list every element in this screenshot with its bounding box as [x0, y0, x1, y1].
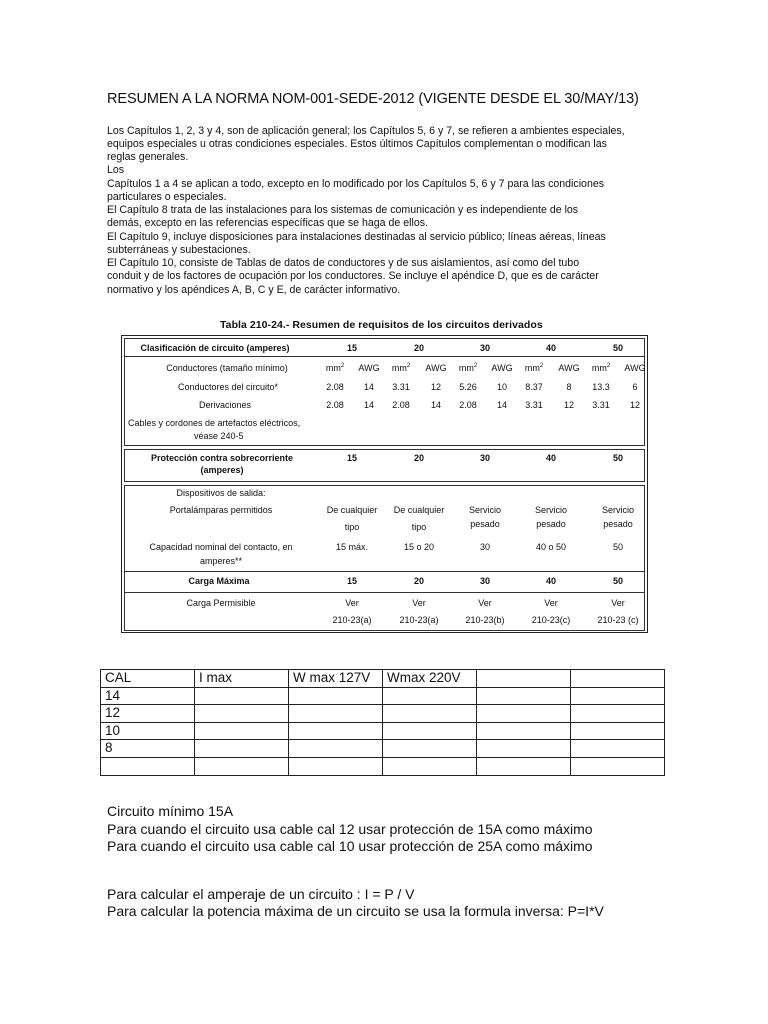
document-title: RESUMEN A LA NORMA NOM-001-SEDE-2012 (VIGENTE DESDE EL 30/MAY/13) — [107, 91, 639, 107]
cords-label: Cables y cordones de artefactos eléctricos, — [128, 418, 301, 428]
table-cell: Servicio — [534, 505, 568, 515]
table-cell: 12 — [430, 382, 442, 392]
empty-cell — [383, 740, 477, 758]
table-cell: 30 — [479, 542, 491, 552]
table-cell: 30 — [479, 453, 491, 463]
unit-mm — [592, 363, 610, 373]
table-cell: 40 o 50 — [535, 542, 567, 552]
unit-mm — [392, 363, 410, 373]
unit-mm-text: mm — [591, 363, 607, 373]
unit-mm-text: mm — [524, 363, 540, 373]
unit-mm-text: mm — [458, 363, 474, 373]
unit-sup: 2 — [539, 363, 544, 369]
header-cell: W max 127V — [289, 670, 383, 688]
rating-cell: 40 — [545, 343, 557, 353]
table-cell: 20 — [413, 576, 425, 586]
empty-cell — [477, 687, 571, 705]
unit-mm-text: mm — [391, 363, 407, 373]
intro-line: Capítulos 1 a 4 se aplican a todo, excepto en lo modificado por los Capítulos 5, 6 y 7 para las condiciones — [107, 178, 605, 190]
unit-awg: AWG — [358, 363, 380, 373]
empty-cell — [195, 722, 289, 740]
table-cell: Ver — [611, 598, 625, 608]
taps-label: Derivaciones — [198, 400, 252, 410]
unit-mm — [459, 363, 477, 373]
intro-line: normativo y los apéndices A, B, C y E, de carácter informativo. — [107, 284, 401, 296]
table-cell: 6 — [632, 382, 638, 392]
unit-mm — [525, 363, 543, 373]
unit-awg: AWG — [624, 363, 646, 373]
intro-line: equipos especiales u otras condiciones especiales. Estos últimos Capítulos complementan o modifican las — [107, 138, 607, 150]
table-row — [101, 757, 665, 775]
unit-mm — [326, 363, 344, 373]
permissible-load-label: Carga Permisible — [186, 598, 256, 608]
caliber-cell: 14 — [101, 687, 195, 705]
caliber-cell — [101, 757, 195, 775]
table-cell: 3.31 — [525, 400, 543, 410]
empty-cell — [571, 687, 665, 705]
table-row — [101, 670, 665, 688]
table-cell: 15 máx. — [335, 542, 369, 552]
empty-cell — [383, 722, 477, 740]
table-cell: 50 — [612, 453, 624, 463]
table-cell: 15 — [346, 576, 358, 586]
caliber-cell: 10 — [101, 722, 195, 740]
table-cell: 15 o 20 — [403, 542, 435, 552]
empty-cell — [571, 740, 665, 758]
classification-label: Clasificación de circuito (amperes) — [140, 343, 290, 353]
outlets-label: Dispositivos de salida: — [176, 488, 266, 498]
intro-line: El Capítulo 8 trata de las instalaciones para los sistemas de comunicación y es independiente de los — [107, 204, 579, 216]
table-cell: pesado — [470, 519, 500, 529]
unit-sup: 2 — [406, 363, 411, 369]
empty-cell — [571, 757, 665, 775]
empty-cell — [195, 687, 289, 705]
rating-cell: 20 — [413, 343, 425, 353]
table-cell: 210-23(b) — [465, 615, 505, 625]
table-cell: 50 — [612, 576, 624, 586]
table-cell: 210-23(a) — [399, 615, 439, 625]
table-cell: Servicio — [468, 505, 502, 515]
intro-line: subterráneas y subestaciones. — [107, 244, 251, 256]
table-cell: Ver — [544, 598, 558, 608]
empty-cell — [383, 687, 477, 705]
unit-awg: AWG — [425, 363, 447, 373]
table-divider — [124, 571, 645, 572]
empty-cell — [571, 705, 665, 723]
header-cell — [477, 670, 571, 688]
rating-cell: 15 — [346, 343, 358, 353]
intro-line: Los Capítulos 1, 2, 3 y 4, son de aplicación general; los Capítulos 5, 6 y 7, se refieren a ambientes especiales, — [107, 125, 625, 137]
table-cell: 40 — [545, 453, 557, 463]
table-cell: 15 — [346, 453, 358, 463]
table-cell: 3.31 — [392, 382, 410, 392]
intro-line: El Capítulo 9, incluye disposiciones para instalaciones destinadas al servicio público; líneas aéreas, líneas — [107, 231, 606, 243]
note-line: Para cuando el circuito usa cable cal 10 usar protección de 25A como máximo — [107, 838, 593, 854]
empty-cell — [195, 757, 289, 775]
table-divider — [124, 592, 645, 593]
lampholders-label: Portalámparas permitidos — [169, 505, 273, 515]
empty-cell — [477, 705, 571, 723]
table-cell: 3.31 — [592, 400, 610, 410]
table-cell: 2.08 — [326, 382, 344, 392]
header-cell: CAL — [101, 670, 195, 688]
table-cell: 210-23(c) — [531, 615, 571, 625]
empty-cell — [289, 722, 383, 740]
table-cell: 14 — [363, 400, 375, 410]
table-cell: 210-23(a) — [332, 615, 372, 625]
table-cell: De cualquier — [393, 505, 445, 515]
conductors-label: Conductores (tamaño mínimo) — [166, 363, 288, 373]
receptacle-label: Capacidad nominal del contacto, en — [149, 542, 293, 552]
intro-line: particulares o especiales. — [107, 191, 227, 203]
table-cell: 14 — [430, 400, 442, 410]
caliber-cell: 8 — [101, 740, 195, 758]
receptacle-label: amperes** — [199, 556, 243, 566]
table-cell: 14 — [363, 382, 375, 392]
table-cell: 210-23 (c) — [597, 615, 639, 625]
table-cell: 5.26 — [459, 382, 477, 392]
header-cell: I max — [195, 670, 289, 688]
table-cell: 20 — [413, 453, 425, 463]
table-cell: Servicio — [601, 505, 635, 515]
unit-sup: 2 — [606, 363, 611, 369]
empty-cell — [289, 705, 383, 723]
table-cell: pesado — [603, 519, 633, 529]
table-row — [101, 722, 665, 740]
caliber-table — [100, 669, 665, 776]
empty-cell — [383, 705, 477, 723]
table-cell: De cualquier — [326, 505, 378, 515]
table-title: Tabla 210-24.- Resumen de requisitos de los circuitos derivados — [220, 319, 543, 331]
formula-line: Para calcular el amperaje de un circuito : I = P / V — [107, 886, 415, 902]
table-cell: 2.08 — [392, 400, 410, 410]
table-cell: 8.37 — [525, 382, 543, 392]
empty-cell — [195, 705, 289, 723]
empty-cell — [289, 687, 383, 705]
table-cell: Ver — [412, 598, 426, 608]
table-cell: Ver — [345, 598, 359, 608]
table-cell: 12 — [563, 400, 575, 410]
empty-cell — [477, 757, 571, 775]
table-cell: tipo — [344, 522, 360, 532]
unit-mm-text: mm — [325, 363, 341, 373]
unit-awg: AWG — [558, 363, 580, 373]
intro-line: El Capítulo 10, consiste de Tablas de datos de conductores y de sus aislamientos, así como del tubo — [107, 257, 580, 269]
table-row — [101, 705, 665, 723]
empty-cell — [289, 757, 383, 775]
note-line: Para cuando el circuito usa cable cal 12 usar protección de 15A como máximo — [107, 821, 593, 837]
table-section-conductors — [124, 338, 645, 446]
table-cell: 13.3 — [592, 382, 610, 392]
intro-line: Los — [107, 164, 125, 176]
protection-label: (amperes) — [200, 465, 244, 475]
table-cell: Ver — [478, 598, 492, 608]
table-cell: 40 — [545, 576, 557, 586]
empty-cell — [383, 757, 477, 775]
table-cell: 2.08 — [459, 400, 477, 410]
table-cell: 10 — [496, 382, 508, 392]
empty-cell — [477, 722, 571, 740]
rating-cell: 30 — [479, 343, 491, 353]
table-row — [101, 740, 665, 758]
empty-cell — [477, 740, 571, 758]
cords-label: véase 240-5 — [194, 431, 244, 441]
unit-sup: 2 — [340, 363, 345, 369]
header-cell: Wmax 220V — [383, 670, 477, 688]
intro-line: demás, excepto en las referencias específicas que se haga de ellos. — [107, 217, 428, 229]
max-load-label: Carga Máxima — [188, 576, 250, 586]
table-cell: 2.08 — [326, 400, 344, 410]
table-cell: 8 — [566, 382, 572, 392]
table-divider — [124, 356, 645, 357]
caliber-cell: 12 — [101, 705, 195, 723]
table-cell: pesado — [536, 519, 566, 529]
header-cell — [571, 670, 665, 688]
table-cell: tipo — [411, 522, 427, 532]
intro-line: reglas generales. — [107, 151, 189, 163]
unit-awg: AWG — [491, 363, 513, 373]
rating-cell: 50 — [612, 343, 624, 353]
table-cell: 50 — [612, 542, 624, 552]
formula-line: Para calcular la potencia máxima de un circuito se usa la formula inversa: P=I*V — [107, 903, 604, 919]
protection-label: Protección contra sobrecorriente — [150, 453, 294, 463]
intro-line: conduit y de los factores de ocupación por los conductores. Se incluye el apéndice D, que es de carácter — [107, 270, 599, 282]
table-row — [101, 687, 665, 705]
note-line: Circuito mínimo 15A — [107, 803, 234, 819]
empty-cell — [195, 740, 289, 758]
table-cell: 30 — [479, 576, 491, 586]
table-cell: 14 — [496, 400, 508, 410]
empty-cell — [571, 722, 665, 740]
empty-cell — [289, 740, 383, 758]
table-cell: 12 — [629, 400, 641, 410]
circuit-conductors-label: Conductores del circuito* — [177, 382, 279, 392]
unit-sup: 2 — [473, 363, 478, 369]
